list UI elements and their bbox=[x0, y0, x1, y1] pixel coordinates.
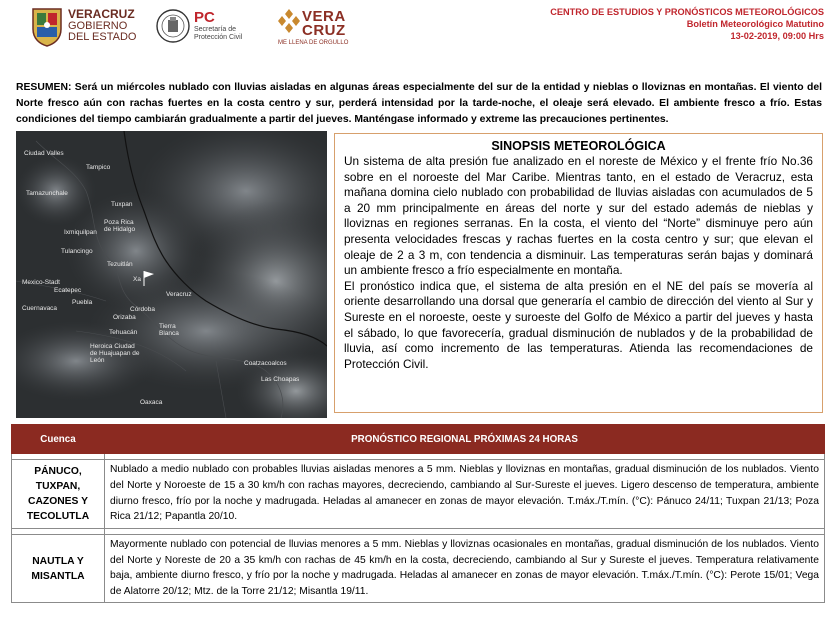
map-city-label: Puebla bbox=[72, 299, 93, 306]
map-city-label: Xa bbox=[133, 276, 141, 283]
pattern-icon bbox=[278, 8, 300, 36]
forecast-text: Nublado a medio nublado con probables lluvias aisladas menores a 5 mm. Nieblas y lloviznas en montañas, gradual disminución de los nublados. Viento del Norte y Noroeste de 15 a 30 km/h con rachas mayores, decreciendo, cambiando al Sur-Sureste el jueves. Ligero descenso de temperatura, ambiente diurno fresco, frío por la noche y madrugada. Heladas al amanecer en zonas de mayor elevación. T.máx./T.mín. (°C): Pánuco 24/11; Tuxpan 21/13; Poza Rica 21/12; Papantla 20/10. bbox=[105, 460, 825, 529]
seal-icon bbox=[156, 8, 190, 44]
map-city-label: Oaxaca bbox=[140, 399, 163, 406]
proteccion-civil-logo bbox=[156, 8, 252, 46]
map-city-label: Tamazunchale bbox=[26, 190, 68, 197]
map-city-label: Mexico-Stadt bbox=[22, 279, 60, 286]
veracruz-government-logo bbox=[30, 7, 152, 47]
logo-line: GOBIERNO bbox=[68, 20, 128, 32]
summary-text: RESUMEN: Será un miércoles nublado con lluvias aisladas en algunas áreas especialmente del sur de la entidad y nieblas o lloviznas en montañas. El viento del Norte fresco aún con rachas fuertes en la costa centro y sur, perderá intensidad por la tarde-noche, el oleaje será elevado. El ambiente fresco a frío. Estas condiciones del tiempo cambiarán gradualmente a partir del jueves. Manténgase informado y extreme las precauciones pertinentes. bbox=[16, 82, 822, 125]
map-city-label: Ciudad Valles bbox=[24, 150, 64, 157]
map-city-label: Cuernavaca bbox=[22, 305, 58, 312]
forecast-text: Mayormente nublado con potencial de lluvias menores a 5 mm. Nieblas y lloviznas ocasionales en montañas, gradual disminución de los nublados. Viento del Norte y Noreste de 20 a 35 km/h con rachas de 45 km/h en la costa, decreciendo, cambiando al Sur y Sureste el jueves. Temperatura relativamente baja, ambiente diurno fresco, y frío por la noche y madrugada. Heladas al amanecer en zonas de mayor elevación. T.máx./T.mín. (°C): Perote 15/01; Vega de Alatorre 20/12; Mtz. de la Torre 21/12; Misantla 19/11. bbox=[105, 535, 825, 603]
map-city-label: Tulancingo bbox=[61, 248, 93, 255]
pc-subtitle: Protección Civil bbox=[194, 34, 243, 41]
synopsis-paragraph: El pronóstico indica que, el sistema de alta presión en el NE del país se movería al oriente desarrollando una dorsal que generaría el cambio de dirección del viento al Sur y Sureste en el noroeste, oeste y suroeste del Golfo de México a partir del jueves y hasta el sábado, lo que favorecería, gradual disminución de nublados y de la probabilidad de lluvia, así como incremento de las temperaturas. Atienda las recomendaciones de Protección Civil. bbox=[344, 278, 813, 371]
brand-word: CRUZ bbox=[302, 22, 346, 39]
basin-name: NAUTLA Y MISANTLA bbox=[12, 535, 105, 603]
brand-word: VERA bbox=[302, 8, 346, 25]
map-city-label: Tierra Blanca bbox=[159, 323, 179, 337]
synopsis-title: SINOPSIS METEOROLÓGICA bbox=[491, 139, 666, 153]
satellite-map bbox=[16, 131, 327, 418]
map-city-label: Tuxpan bbox=[111, 201, 133, 208]
map-city-label: Tampico bbox=[86, 164, 111, 171]
pc-title: PC bbox=[194, 9, 215, 26]
bulletin-datetime: 13-02-2019, 09:00 Hrs bbox=[730, 31, 824, 41]
map-city-label: Ecatepec bbox=[54, 287, 82, 294]
pc-subtitle: Secretaría de bbox=[194, 26, 237, 33]
map-city-label: Córdoba bbox=[130, 306, 155, 313]
shield-icon bbox=[30, 7, 64, 47]
map-city-label: Las Choapas bbox=[261, 376, 300, 383]
center-name: CENTRO DE ESTUDIOS Y PRONÓSTICOS METEOROLÓGICOS bbox=[550, 7, 824, 17]
bulletin-info bbox=[550, 6, 824, 42]
logo-title: VERACRUZ bbox=[68, 7, 135, 21]
logo-line: DEL ESTADO bbox=[68, 31, 137, 43]
regional-forecast-table bbox=[11, 424, 825, 603]
synopsis-paragraph: Un sistema de alta presión fue analizado en el noreste de México y el frente frío No.36 sobre en el noroeste del Mar Caribe. Mientras tanto, en el estado de Veracruz, esta mañana domina cielo nublado con probabilidad de lluvias aisladas con acumulados de 5 a 20 mm principalmente en áreas del norte y sur del estado además de nieblas y lloviznas en regiones serranas. En la costa, el viento del “Norte” disminuye pero aún presenta velocidades frescas y rachas fuertes en la costa centro y sur; que elevan el oleaje de 2 a 3 m, con tendencia a disminuir. Las temperaturas serán bajas y dominará un ambiente fresco a frío especialmente en montaña. bbox=[344, 154, 813, 278]
map-city-label: Veracruz bbox=[166, 291, 192, 298]
brand-tagline: ME LLENA DE ORGULLO bbox=[278, 40, 349, 46]
map-city-label: Tehuacán bbox=[109, 329, 138, 336]
map-city-label: Orizaba bbox=[113, 314, 136, 321]
bulletin-name: Boletín Meteorológico Matutino bbox=[686, 19, 824, 29]
column-header-forecast: PRONÓSTICO REGIONAL PRÓXIMAS 24 HORAS bbox=[105, 425, 825, 454]
basin-name: PÁNUCO, TUXPAN, CAZONES Y TECOLUTLA bbox=[12, 460, 105, 529]
table-header-row bbox=[12, 425, 825, 454]
table-row bbox=[12, 460, 825, 529]
column-header-basin: Cuenca bbox=[12, 425, 105, 454]
map-city-label: Heroica Ciudad de Huajuapan de León bbox=[90, 343, 140, 364]
satellite-imagery bbox=[16, 131, 327, 418]
synopsis-box bbox=[334, 133, 823, 413]
table-row bbox=[12, 535, 825, 603]
map-city-label: Coatzacoalcos bbox=[244, 360, 287, 367]
map-city-label: Ixmiquilpan bbox=[64, 229, 97, 236]
veracruz-brand-logo bbox=[278, 8, 368, 50]
map-city-label: Poza Rica de Hidalgo bbox=[104, 219, 136, 233]
map-city-label: Tezuitlán bbox=[107, 261, 133, 268]
header bbox=[0, 0, 835, 60]
